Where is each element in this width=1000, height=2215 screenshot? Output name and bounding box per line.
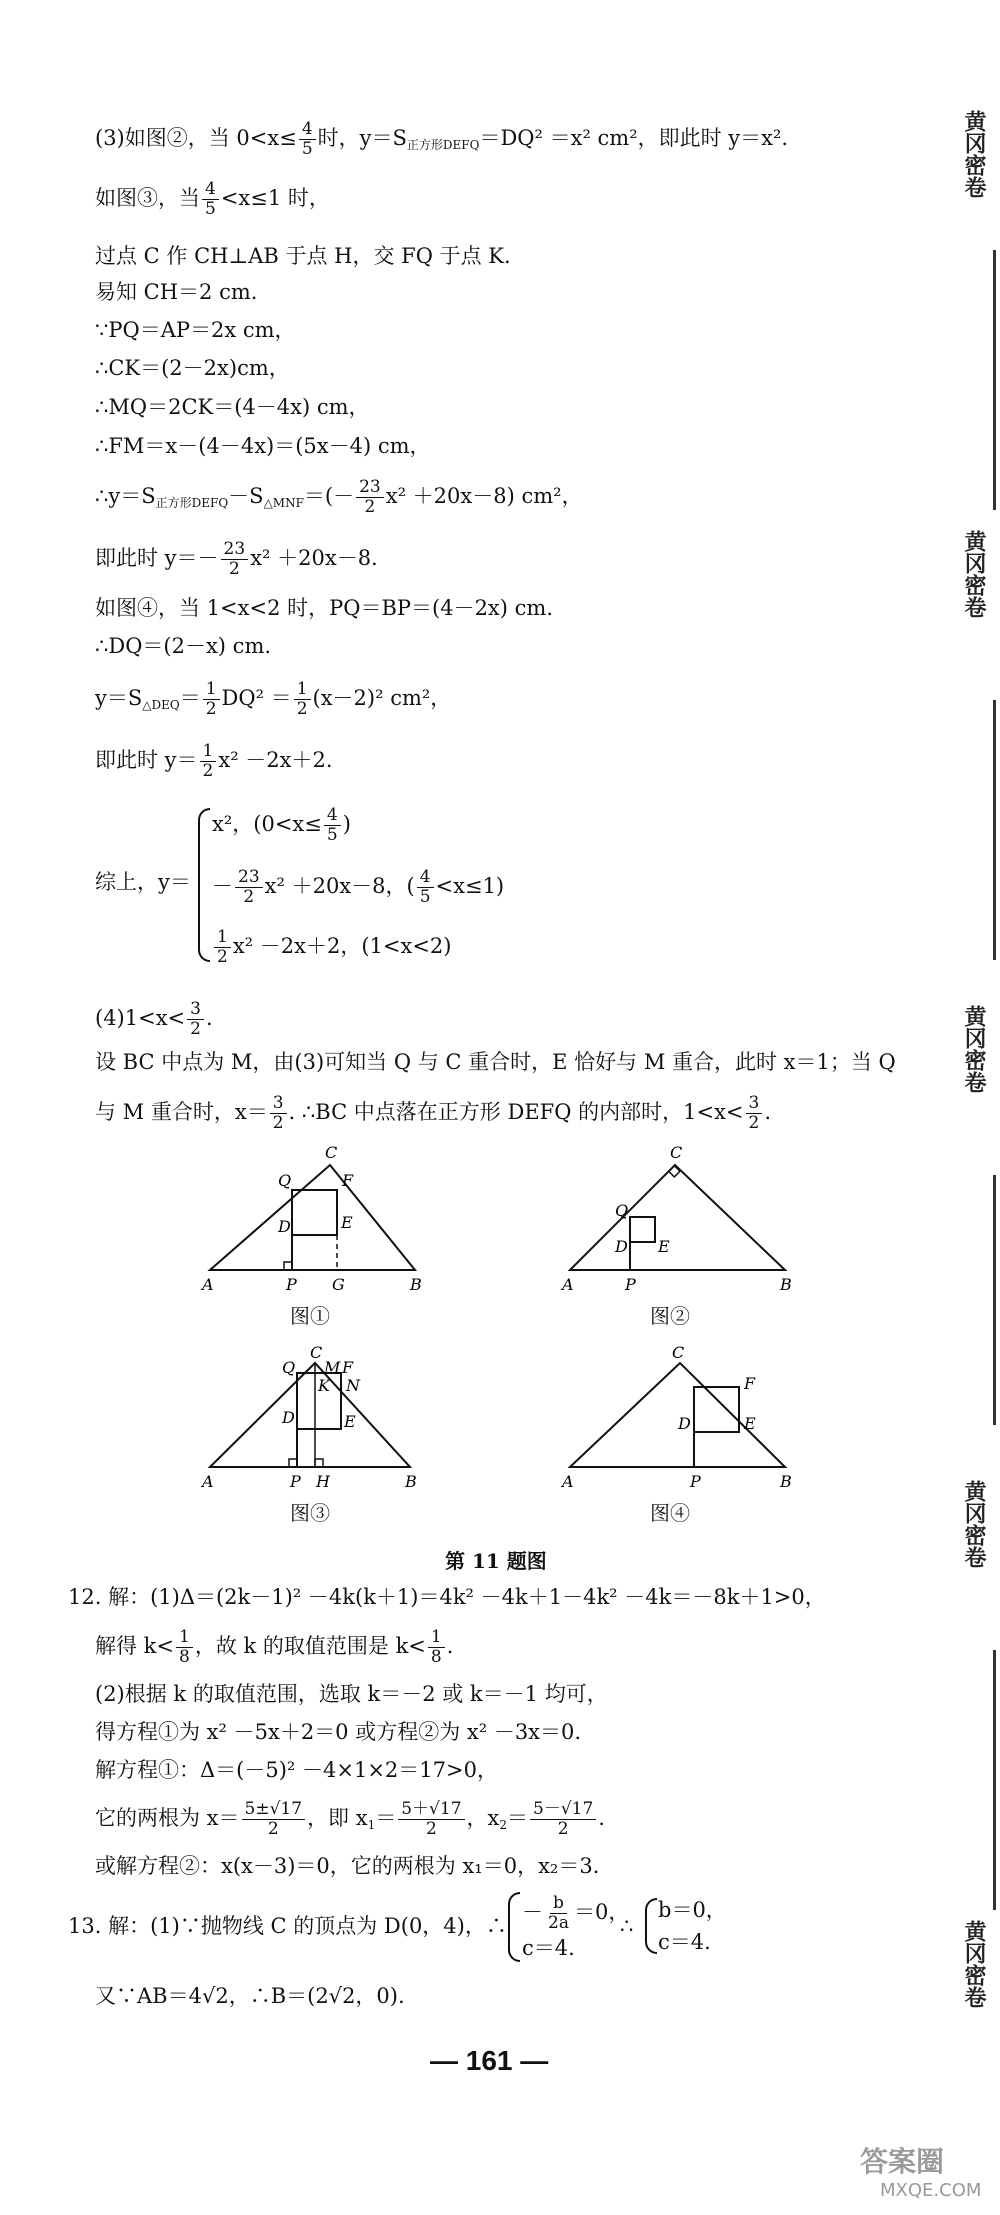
p13-line-1: 13. 解：(1)∵抛物线 C 的顶点为 D(0，4)，∴	[68, 1914, 507, 1938]
fig3-label-P: P	[290, 1472, 301, 1491]
text-line-3: 过点 C 作 CH⊥AB 于点 H，交 FQ 于点 K.	[95, 244, 511, 268]
page-number: — 161 —	[430, 2045, 549, 2076]
side-label-1: 黄冈密卷	[961, 110, 986, 198]
figure-1	[200, 1140, 430, 1295]
p13-brace-1	[508, 1892, 520, 1962]
fig4-label-B: B	[780, 1472, 792, 1491]
fig3-label-N: N	[346, 1376, 360, 1395]
fig2-caption: 图②	[650, 1304, 690, 1328]
case-3: $\frac{1}{2}$ x² －2x＋2，(1<x<2)	[212, 928, 451, 967]
p12-line-3: (2)根据 k 的取值范围，选取 k＝－2 或 k＝－1 均可，	[95, 1682, 608, 1706]
fig1-label-Q: Q	[278, 1171, 292, 1190]
text-line-14: 即此时 y＝ $\frac{1}{2}$ x² －2x＋2.	[95, 741, 333, 781]
p13-brace-2	[645, 1898, 657, 1954]
figure-4	[560, 1345, 800, 1495]
fig3-label-C: C	[310, 1345, 323, 1362]
text-line-12: ∴DQ＝(2－x) cm.	[95, 634, 272, 658]
fig3-label-A: A	[202, 1472, 214, 1491]
fig1-label-D: D	[278, 1217, 291, 1236]
fig2-label-E: E	[658, 1237, 670, 1256]
side-label-3: 黄冈密卷	[961, 1005, 986, 1093]
fig3-label-Q: Q	[282, 1358, 296, 1377]
fig4-square	[694, 1387, 739, 1432]
side-divider-2	[993, 700, 996, 960]
fig4-label-F: F	[744, 1374, 756, 1393]
p13-case-2: c＝4.	[522, 1936, 575, 1960]
fig3-caption: 图③	[290, 1501, 330, 1525]
piecewise-brace	[198, 808, 210, 962]
text-line-1: (3)如图②，当 0<x≤ $\frac{4}{5}$ 时，$y=S_{正方形DEFQ}=DQ^2 =x^2$ cm²，即此时 y＝x².	[95, 119, 789, 159]
text-line-2: 如图③，当 $\frac{4}{5}$ <x≤1 时，	[95, 179, 330, 219]
fig1-label-F: F	[342, 1171, 354, 1190]
fig3-label-K: K	[318, 1376, 330, 1395]
figure-title: 第 11 题图	[445, 1549, 547, 1573]
p12-line-4: 得方程①为 x² －5x＋2＝0 或方程②为 x² －3x＝0.	[95, 1720, 582, 1744]
fig1-label-E: E	[341, 1213, 353, 1232]
fig1-label-G: G	[332, 1275, 345, 1294]
p12-line-5: 解方程①：Δ＝(－5)² －4×1×2＝17>0，	[95, 1758, 498, 1782]
summary-label: 综上，y＝	[95, 870, 191, 894]
side-label-2: 黄冈密卷	[961, 530, 986, 618]
fig4-label-A: A	[562, 1472, 574, 1491]
fig1-triangle	[210, 1165, 415, 1270]
p13-case-1: － $\frac{b}{2a}$ ＝0，	[522, 1893, 630, 1933]
fig3-label-M: M	[324, 1358, 341, 1377]
text-line-7: ∴MQ＝2CK＝(4－4x) cm，	[95, 395, 370, 419]
side-divider-1	[993, 250, 996, 510]
text-line-13: $y=S_{\triangle DEQ}=$ $\frac{1}{2}$ DQ² ＝ $\frac{1}{2}$ (x－2)² cm²，	[95, 679, 452, 719]
fig2-label-Q: Q	[615, 1201, 629, 1220]
watermark-url: MXQE.COM	[880, 2180, 982, 2201]
fig3-label-H: H	[316, 1472, 330, 1491]
text-line-9: $\therefore y=S_{正方形DEFQ}-S_{\triangle MNF}=(-$ $\frac{23}{2}$ x² ＋20x－8) cm²，	[95, 477, 583, 517]
text-line-11: 如图④，当 1<x<2 时，PQ＝BP＝(4－2x) cm.	[95, 596, 553, 620]
side-label-5: 黄冈密卷	[961, 1920, 986, 2008]
p13-case-4: c＝4.	[658, 1930, 711, 1954]
fig2-label-P: P	[625, 1275, 636, 1294]
text-line-10: 即此时 y＝－ $\frac{23}{2}$ x² ＋20x－8.	[95, 539, 378, 579]
text-line-17: 与 M 重合时，x＝ $\frac{3}{2}$ . ∴BC 中点落在正方形 DEFQ 的内部时，1<x< $\frac{3}{2}$ .	[95, 1093, 772, 1133]
fig1-label-P: P	[286, 1275, 297, 1294]
p13-therefore: ∴	[620, 1914, 634, 1938]
p12-line-7: 或解方程②：x(x－3)＝0，它的两根为 x₁＝0，x₂＝3.	[95, 1854, 600, 1878]
fig1-caption: 图①	[290, 1304, 330, 1328]
fig3-label-D: D	[282, 1408, 295, 1427]
p12-line-1: 12. 解：(1)Δ＝(2k－1)² －4k(k＋1)＝4k² －4k＋1－4k² －4k＝－8k＋1>0，	[68, 1585, 826, 1609]
fig2-label-C: C	[670, 1143, 683, 1162]
p13-case-3: b＝0，	[658, 1898, 727, 1922]
fig1-label-A: A	[202, 1275, 214, 1294]
fig3-label-B: B	[405, 1472, 417, 1491]
watermark-logo: 答案圈	[860, 2145, 945, 2178]
case-2: － $\frac{23}{2}$ x² ＋20x－8，( $\frac{4}{5}$ <x≤1)	[212, 867, 505, 907]
text-line-5: ∵PQ＝AP＝2x cm，	[95, 318, 296, 342]
fig4-label-D: D	[678, 1414, 691, 1433]
figure-2	[560, 1140, 800, 1295]
side-divider-3	[993, 1175, 996, 1425]
fig2-label-B: B	[780, 1275, 792, 1294]
p12-line-2: 解得 k< $\frac{1}{8}$ ，故 k 的取值范围是 k< $\frac{1}{8}$ .	[95, 1627, 454, 1667]
text-line-15: (4)1<x< $\frac{3}{2}$ .	[95, 999, 213, 1039]
text-line-4: 易知 CH＝2 cm.	[95, 280, 258, 304]
p12-line-6: 它的两根为 x＝ $\frac{5\pm√17}{2}$ ，即 $x_1=$ $\frac{5+√17}{2}$ ，$x_2=$ $\frac{5-√17}{2}$ .	[95, 1799, 605, 1839]
fig1-square	[292, 1190, 337, 1235]
fig4-label-C: C	[672, 1345, 685, 1362]
text-line-6: ∴CK＝(2－2x)cm，	[95, 356, 290, 380]
fig3-right-angle-h	[315, 1459, 323, 1467]
fraction-4-5: $\frac{4}{5}$	[299, 120, 316, 159]
side-divider-4	[993, 1650, 996, 1910]
fig4-caption: 图④	[650, 1501, 690, 1525]
fig1-label-C: C	[325, 1143, 338, 1162]
text-line-8: ∴FM＝x－(4－4x)＝(5x－4) cm，	[95, 434, 431, 458]
fig3-right-angle-p	[289, 1459, 297, 1467]
fig2-square	[630, 1217, 655, 1242]
fig1-label-B: B	[410, 1275, 422, 1294]
side-label-4: 黄冈密卷	[961, 1480, 986, 1568]
fig3-label-E: E	[344, 1412, 356, 1431]
fig2-label-D: D	[615, 1237, 628, 1256]
fig3-label-F: F	[342, 1358, 354, 1377]
fig4-label-E: E	[744, 1414, 756, 1433]
figure-3	[200, 1345, 430, 1495]
p13-line-2: 又∵AB＝4√2，∴B＝(2√2，0).	[95, 1984, 405, 2008]
text-line-16: 设 BC 中点为 M，由(3)可知当 Q 与 C 重合时，E 恰好与 M 重合，此时 x＝1；当 Q	[95, 1050, 896, 1074]
fig2-triangle	[570, 1165, 785, 1270]
fig1-right-angle	[284, 1262, 292, 1270]
fig2-label-A: A	[562, 1275, 574, 1294]
fig3-triangle	[210, 1363, 410, 1467]
fig4-label-P: P	[690, 1472, 701, 1491]
case-1: x²，(0<x≤ $\frac{4}{5}$ )	[212, 805, 351, 845]
